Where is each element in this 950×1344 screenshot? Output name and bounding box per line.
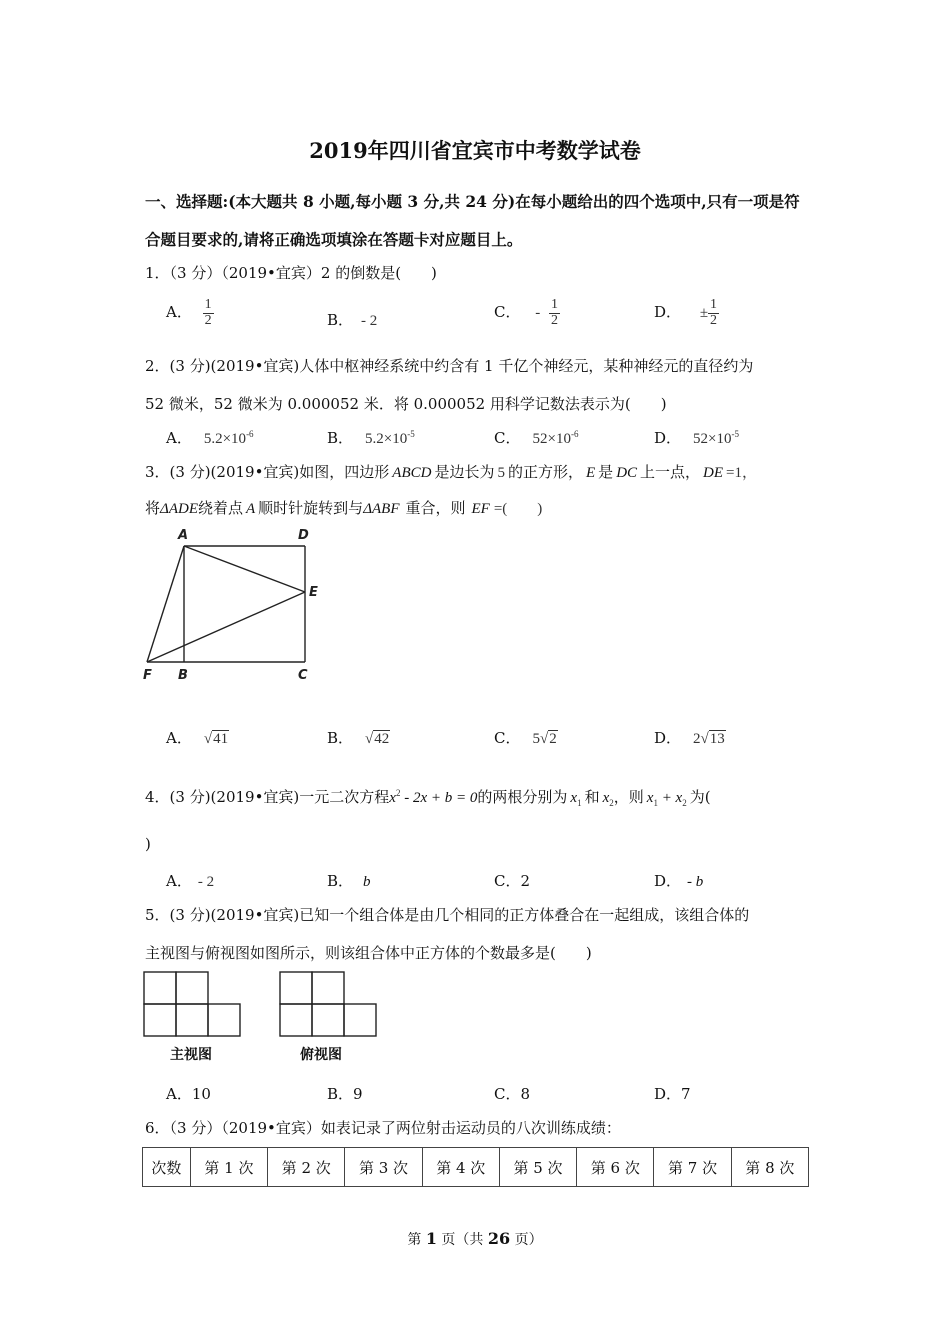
- q1-stem: 1．（3 分）（2019•宜宾）2 的倒数是( ): [145, 264, 437, 282]
- q2-option-c: C． $52\times 10^{-6}$: [494, 429, 579, 447]
- label-f: F: [143, 668, 152, 683]
- q3-line2: 将ΔADE绕着点 A 顺时针旋转到与ΔABF 重合，则 EF =( ): [145, 499, 543, 517]
- q5-line2: 主视图与俯视图如图所示，则该组合体中正方体的个数最多是( ): [145, 944, 592, 962]
- q4-option-c: C．2: [494, 872, 531, 890]
- caption-front-view: 主视图: [170, 1047, 212, 1063]
- edge-fe: [147, 592, 305, 662]
- label-d: D: [298, 528, 309, 543]
- section-instructions-line2: 合题目要求的,请将正确选项填涂在答题卡对应题目上。: [145, 230, 523, 249]
- q3-option-d: D． 2√13: [654, 729, 725, 747]
- table-header-cell: 第 4 次: [422, 1148, 499, 1187]
- q4-option-a: A． - 2: [166, 872, 215, 890]
- q6-stem: 6．（3 分）（2019•宜宾）如表记录了两位射击运动员的八次训练成绩：: [145, 1119, 621, 1137]
- table-header-cell: 第 2 次: [268, 1148, 345, 1187]
- table-row: [143, 1148, 809, 1187]
- q5-option-c: C．8: [494, 1085, 531, 1103]
- q1-option-a: A． $\frac{1}{2}$: [166, 297, 212, 328]
- edge-ae: [184, 546, 305, 592]
- q4-line1: 4．(3 分)(2019•宜宾)一元二次方程$x^2 - 2x + b = 0$的两根分别为 $x_1$ 和 $x_2$，则 $x_1 + x_2$ 为(: [145, 788, 711, 808]
- table-header-cell: 第 8 次: [731, 1148, 808, 1187]
- label-a: A: [178, 528, 189, 543]
- label-b: B: [178, 668, 188, 683]
- edge-af: [147, 546, 184, 662]
- caption-top-view: 俯视图: [300, 1047, 342, 1063]
- table-header-cell: 第 5 次: [499, 1148, 576, 1187]
- q3-line1: 3．(3 分)(2019•宜宾)如图，四边形 ABCD 是边长为 5 的正方形， E 是 DC 上一点， DE =1，: [145, 463, 758, 481]
- q3-option-c: C． 5√2: [494, 729, 557, 747]
- q5-option-a: A．10: [166, 1085, 211, 1103]
- table-header-cell: 次数: [143, 1148, 191, 1187]
- q1-option-c: C． - $\frac{1}{2}$: [494, 297, 559, 328]
- table-header-cell: 第 3 次: [345, 1148, 422, 1187]
- q1-option-b: B． - 2: [327, 311, 378, 329]
- q4-line2: ): [145, 835, 151, 853]
- q2-option-d: D． $52\times 10^{-5}$: [654, 429, 739, 447]
- q1-option-d: D． ± $\frac{1}{2}$: [654, 297, 718, 328]
- section-instructions-line1: 一、选择题:(本大题共 8 小题,每小题 3 分,共 24 分)在每小题给出的四个选项中,只有一项是符: [145, 192, 800, 211]
- q4-option-b: B． b: [327, 872, 371, 890]
- q5-option-d: D．7: [654, 1085, 691, 1103]
- label-e: E: [309, 585, 318, 600]
- q2-option-a: A． $5.2\times 10^{-6}$: [166, 429, 254, 447]
- table-header-cell: 第 1 次: [190, 1148, 267, 1187]
- page-title: 2019年四川省宜宾市中考数学试卷: [309, 138, 641, 163]
- q2-option-b: B． $5.2\times 10^{-5}$: [327, 429, 415, 447]
- page-footer: 第 1 页（共 26 页）: [407, 1229, 543, 1248]
- q3-option-b: B． √42: [327, 729, 390, 747]
- table-header-cell: 第 7 次: [654, 1148, 731, 1187]
- q2-line1: 2．(3 分)(2019•宜宾)人体中枢神经系统中约含有 1 千亿个神经元，某种神经元的直径约为: [145, 357, 754, 375]
- q3-square-figure: [138, 522, 328, 687]
- q2-line2: 52 微米，52 微米为 0.000052 米．将 0.000052 用科学记数法表示为( ): [145, 395, 667, 413]
- q4-option-d: D． - b: [654, 872, 704, 890]
- q6-score-table: [142, 1147, 809, 1187]
- q3-option-a: A． √41: [166, 729, 229, 747]
- q5-option-b: B．9: [327, 1085, 363, 1103]
- q5-line1: 5．(3 分)(2019•宜宾)已知一个组合体是由几个相同的正方体叠合在一起组成，该组合体的: [145, 906, 750, 924]
- label-c: C: [298, 668, 308, 683]
- table-header-cell: 第 6 次: [577, 1148, 654, 1187]
